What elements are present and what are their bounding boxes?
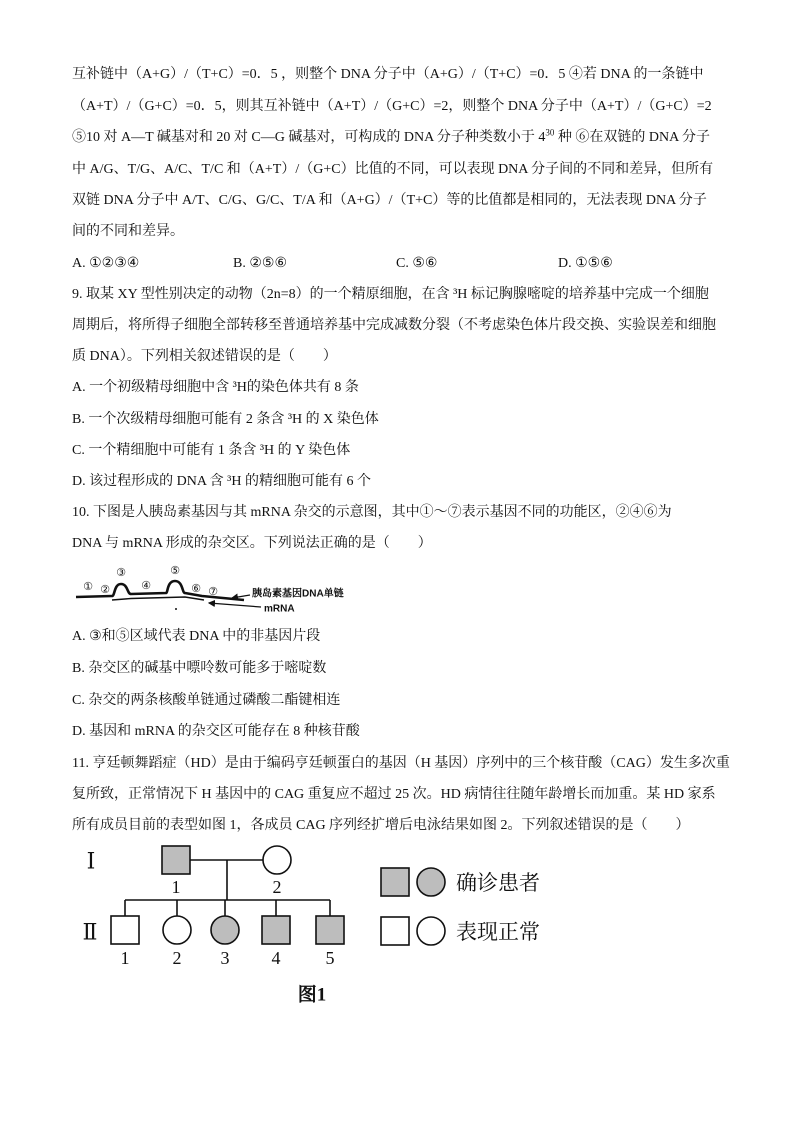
individual-ii-2-female <box>163 916 191 944</box>
individual-number: 1 <box>171 877 181 897</box>
mrna-strand-line <box>112 597 204 600</box>
q9-option-b: B. 一个次级精母细胞可能有 2 条含 ³H 的 X 染色体 <box>72 412 379 427</box>
q8-line3-tail: 种 ⑥在双链的 DNA 分子 <box>554 130 710 145</box>
region-label-4: ④ <box>141 580 151 592</box>
q9-option-a: A. 一个初级精母细胞中含 ³H的染色体共有 8 条 <box>72 380 359 395</box>
individual-ii-3-female <box>211 916 239 944</box>
individual-number: 1 <box>120 948 130 968</box>
q11-stem-line: 所有成员目前的表型如图 1，各成员 CAG 序列经扩增后电泳结果如图 2。下列叙述错误的是（ ） <box>72 818 690 833</box>
q8-option-a: A. ①②③④ <box>72 256 140 271</box>
q8-line3-text: ⑤10 对 A—T 碱基对和 20 对 C—G 碱基对，可构成的 DNA 分子种类数小于 4 <box>72 130 546 145</box>
legend-normal-female-symbol <box>417 917 445 945</box>
q11-stem-line: 复所致，正常情况下 H 基因中的 CAG 重复应不超过 25 次。HD 病情往往随年龄增长而加重。某 HD 家系 <box>72 787 716 802</box>
q9-stem-line: 9. 取某 XY 型性别决定的动物（2n=8）的一个精原细胞，在含 ³H 标记胸腺嘧啶的培养基中完成一个细胞 <box>72 287 709 302</box>
dot-mark <box>175 608 177 610</box>
dna-strand-label: 胰岛素基因DNA单链 <box>252 588 344 600</box>
individual-number: 2 <box>272 877 282 897</box>
legend-normal-label: 表现正常 <box>456 920 540 944</box>
q8-option-c: C. ⑤⑥ <box>396 256 438 271</box>
q8-statement-line <box>72 128 710 148</box>
region-label-2: ② <box>100 584 110 596</box>
q8-option-d: D. ①⑤⑥ <box>558 256 613 271</box>
individual-ii-5-male <box>316 916 344 944</box>
mrna-label-arrow <box>209 603 261 607</box>
q8-statement-line: 中 A/G、T/G、A/C、T/C 和（A+T）/（G+C）比值的不同，可以表现 DNA 分子间的不同和差异，但所有 <box>72 162 714 177</box>
region-label-6: ⑥ <box>191 583 201 595</box>
region-label-5: ⑤ <box>170 565 180 577</box>
q10-option-a: A. ③和⑤区域代表 DNA 中的非基因片段 <box>72 629 321 644</box>
generation-label-ii: Ⅱ <box>82 919 98 945</box>
individual-number: 2 <box>172 948 182 968</box>
individual-number: 4 <box>271 948 281 968</box>
q8-statement-line: 间的不同和差异。 <box>72 224 184 239</box>
q10-option-d: D. 基因和 mRNA 的杂交区可能存在 8 种核苷酸 <box>72 724 360 739</box>
mrna-label: mRNA <box>264 603 295 615</box>
q9-option-c: C. 一个精细胞中可能有 1 条含 ³H 的 Y 染色体 <box>72 443 351 458</box>
q10-option-c: C. 杂交的两条核酸单链通过磷酸二酯键相连 <box>72 693 341 708</box>
q11-stem-line: 11. 亨廷顿舞蹈症（HD）是由于编码亨廷顿蛋白的基因（H 基因）序列中的三个核苷酸（CAG）发生多次重 <box>72 756 730 771</box>
individual-ii-4-male <box>262 916 290 944</box>
q10-stem-line: 10. 下图是人胰岛素基因与其 mRNA 杂交的示意图，其中①～⑦表示基因不同的功能区，②④⑥为 <box>72 505 672 520</box>
q8-statement-line: 双链 DNA 分子中 A/T、C/G、G/C、T/A 和（A+G）/（T+C）等的比值都是相同的，无法表现 DNA 分子 <box>72 193 707 208</box>
individual-number: 5 <box>325 948 335 968</box>
q8-statement-line: 互补链中（A+G）/（T+C）=0．5 ，则整个 DNA 分子中（A+G）/（T+C）=0．5 ④若 DNA 的一条链中 <box>72 67 704 82</box>
region-label-3: ③ <box>116 567 126 579</box>
q8-statement-line: （A+T）/（G+C）=0．5，则其互补链中（A+T）/（G+C）=2，则整个 DNA 分子中（A+T）/（G+C）=2 <box>72 99 712 114</box>
pedigree-figure-1 <box>72 835 582 1015</box>
legend-affected-female-symbol <box>417 868 445 896</box>
individual-ii-1-male <box>111 916 139 944</box>
region-label-7: ⑦ <box>208 586 218 598</box>
individual-i-1-male <box>162 846 190 874</box>
exponent: 30 <box>545 127 555 138</box>
individual-number: 3 <box>220 948 230 968</box>
q9-stem-line: 周期后，将所得子细胞全部转移至普通培养基中完成减数分裂（不考虑染色体片段交换、实验误差和细胞 <box>72 318 716 333</box>
legend-normal-male-symbol <box>381 917 409 945</box>
q9-stem-line: 质 DNA）。下列相关叙述错误的是（ ） <box>72 349 337 364</box>
legend-affected-male-symbol <box>381 868 409 896</box>
q8-option-b: B. ②⑤⑥ <box>233 256 287 271</box>
figure-caption: 图1 <box>297 984 327 1006</box>
q10-option-b: B. 杂交区的碱基中嘌呤数可能多于嘧啶数 <box>72 661 327 676</box>
dna-label-arrow <box>232 595 250 598</box>
q9-option-d: D. 该过程形成的 DNA 含 ³H 的精细胞可能有 6 个 <box>72 474 371 489</box>
q10-stem-line: DNA 与 mRNA 形成的杂交区。下列说法正确的是（ ） <box>72 536 432 551</box>
individual-i-2-female <box>263 846 291 874</box>
dna-mrna-hybrid-diagram <box>72 562 352 616</box>
region-label-1: ① <box>83 581 93 593</box>
legend-affected-label: 确诊患者 <box>456 871 540 895</box>
generation-label-i: Ⅰ <box>86 848 96 874</box>
